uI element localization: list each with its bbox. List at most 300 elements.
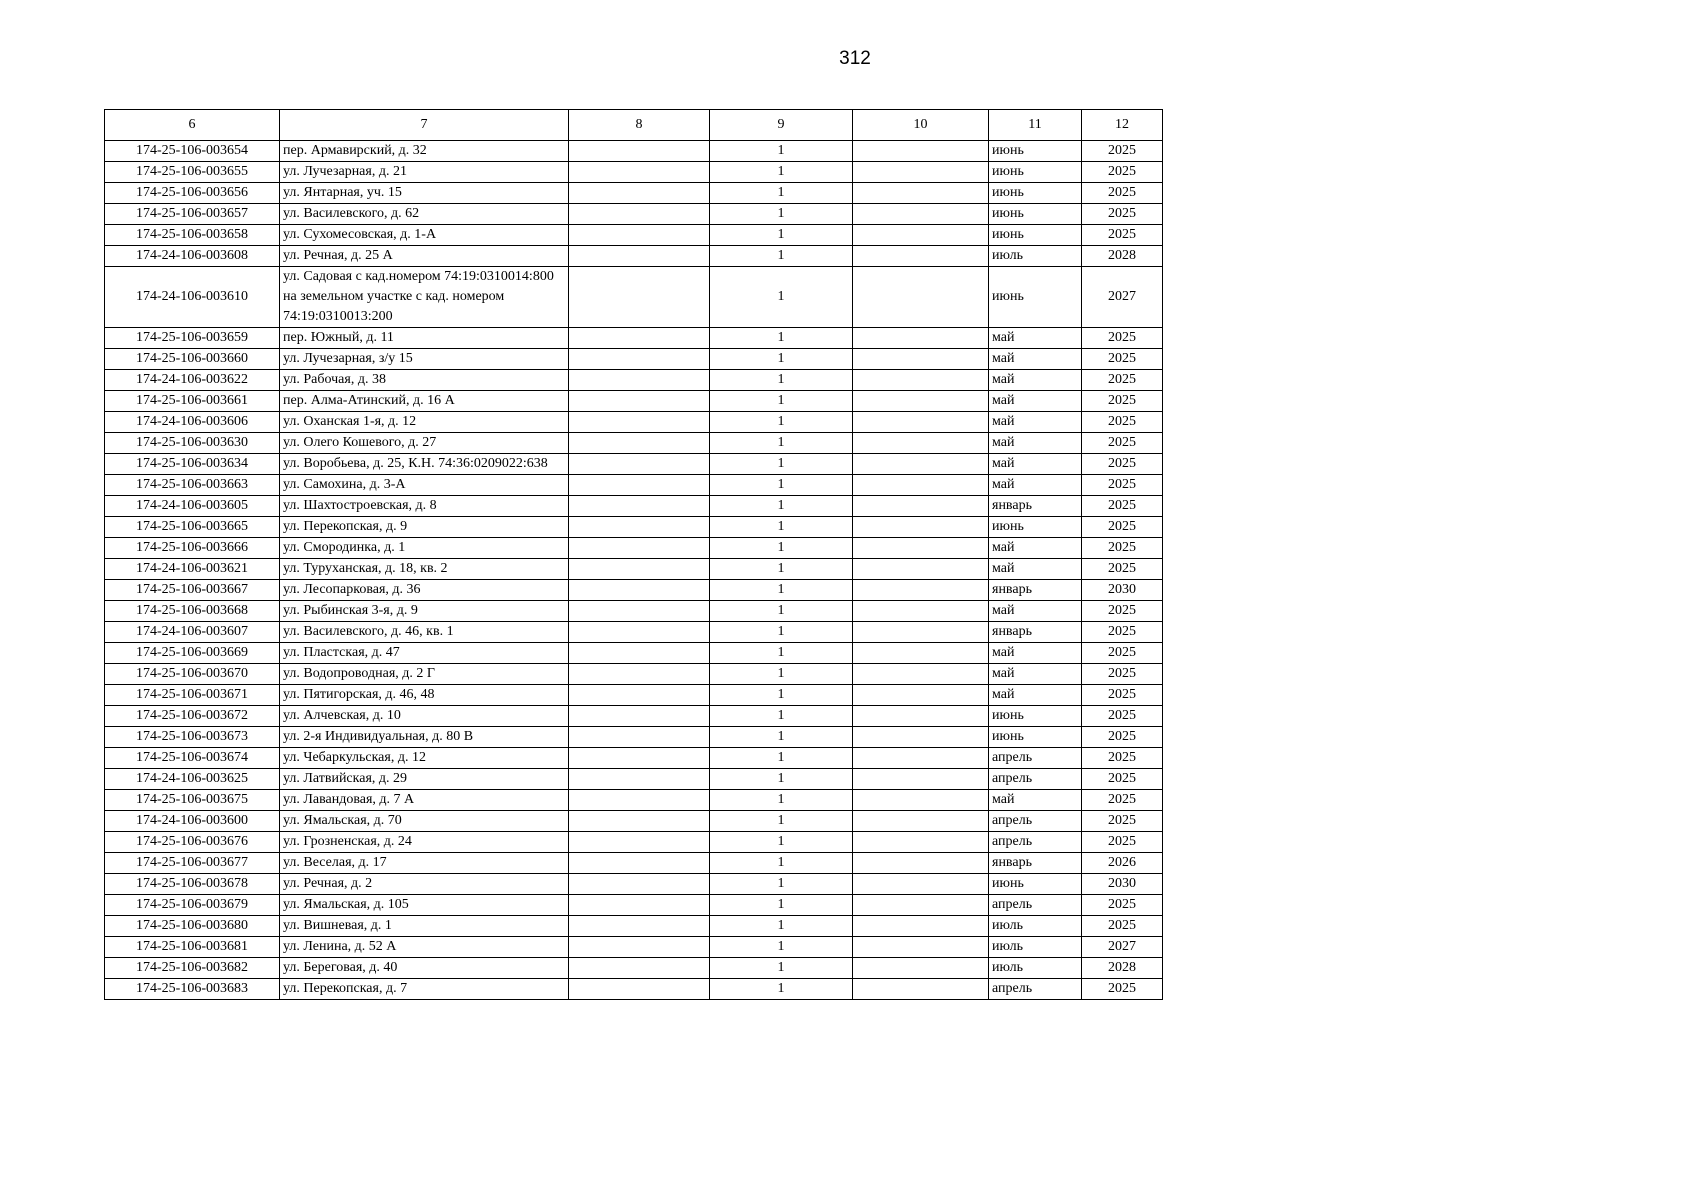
month-cell: июнь	[989, 183, 1082, 204]
column-10-cell	[853, 643, 989, 664]
record-number-cell: 174-25-106-003676	[105, 832, 280, 853]
record-number-cell: 174-24-106-003621	[105, 559, 280, 580]
column-10-cell	[853, 454, 989, 475]
year-cell: 2025	[1082, 601, 1163, 622]
record-number-cell: 174-25-106-003660	[105, 349, 280, 370]
table-row	[105, 225, 1163, 246]
column-8-cell	[569, 517, 710, 538]
address-cell: пер. Алма-Атинский, д. 16 А	[280, 391, 569, 412]
quantity-cell: 1	[710, 162, 853, 183]
month-cell: июль	[989, 916, 1082, 937]
table-row	[105, 370, 1163, 391]
column-8-cell	[569, 349, 710, 370]
year-cell: 2025	[1082, 183, 1163, 204]
table-row	[105, 853, 1163, 874]
table-row	[105, 412, 1163, 433]
record-number-cell: 174-25-106-003674	[105, 748, 280, 769]
address-cell: ул. Ямальская, д. 70	[280, 811, 569, 832]
table-row	[105, 475, 1163, 496]
address-cell: ул. Веселая, д. 17	[280, 853, 569, 874]
record-number-cell: 174-25-106-003655	[105, 162, 280, 183]
table-row	[105, 246, 1163, 267]
table-row	[105, 433, 1163, 454]
column-8-cell	[569, 412, 710, 433]
year-cell: 2025	[1082, 643, 1163, 664]
address-cell: ул. Шахтостроевская, д. 8	[280, 496, 569, 517]
table-row	[105, 622, 1163, 643]
record-number-cell: 174-25-106-003681	[105, 937, 280, 958]
month-cell: июнь	[989, 141, 1082, 162]
column-8-cell	[569, 162, 710, 183]
table-row	[105, 895, 1163, 916]
column-header: 9	[710, 110, 853, 141]
month-cell: июнь	[989, 204, 1082, 225]
quantity-cell: 1	[710, 916, 853, 937]
column-header: 12	[1082, 110, 1163, 141]
quantity-cell: 1	[710, 267, 853, 328]
column-8-cell	[569, 706, 710, 727]
month-cell: апрель	[989, 979, 1082, 1000]
month-cell: июль	[989, 958, 1082, 979]
column-10-cell	[853, 748, 989, 769]
address-cell: ул. 2-я Индивидуальная, д. 80 В	[280, 727, 569, 748]
address-cell: ул. Вишневая, д. 1	[280, 916, 569, 937]
column-header: 8	[569, 110, 710, 141]
address-cell: ул. Ямальская, д. 105	[280, 895, 569, 916]
year-cell: 2025	[1082, 433, 1163, 454]
record-number-cell: 174-25-106-003658	[105, 225, 280, 246]
column-8-cell	[569, 225, 710, 246]
record-number-cell: 174-24-106-003600	[105, 811, 280, 832]
month-cell: июль	[989, 246, 1082, 267]
quantity-cell: 1	[710, 685, 853, 706]
address-cell: ул. Туруханская, д. 18, кв. 2	[280, 559, 569, 580]
quantity-cell: 1	[710, 412, 853, 433]
table-row	[105, 328, 1163, 349]
address-cell: ул. Лучезарная, з/у 15	[280, 349, 569, 370]
table-body	[105, 141, 1163, 1000]
address-cell: ул. Береговая, д. 40	[280, 958, 569, 979]
column-10-cell	[853, 727, 989, 748]
quantity-cell: 1	[710, 979, 853, 1000]
column-10-cell	[853, 874, 989, 895]
year-cell: 2025	[1082, 328, 1163, 349]
address-cell: ул. Олего Кошевого, д. 27	[280, 433, 569, 454]
table-row	[105, 706, 1163, 727]
quantity-cell: 1	[710, 853, 853, 874]
table-row	[105, 748, 1163, 769]
table-row	[105, 916, 1163, 937]
column-10-cell	[853, 685, 989, 706]
address-cell: ул. Перекопская, д. 7	[280, 979, 569, 1000]
address-cell: ул. Водопроводная, д. 2 Г	[280, 664, 569, 685]
record-number-cell: 174-25-106-003672	[105, 706, 280, 727]
table-row	[105, 685, 1163, 706]
address-cell: ул. Алчевская, д. 10	[280, 706, 569, 727]
table-row	[105, 727, 1163, 748]
month-cell: январь	[989, 853, 1082, 874]
address-cell: пер. Южный, д. 11	[280, 328, 569, 349]
month-cell: июль	[989, 937, 1082, 958]
month-cell: июнь	[989, 267, 1082, 328]
table-row	[105, 162, 1163, 183]
quantity-cell: 1	[710, 790, 853, 811]
column-10-cell	[853, 391, 989, 412]
column-8-cell	[569, 790, 710, 811]
quantity-cell: 1	[710, 141, 853, 162]
column-8-cell	[569, 391, 710, 412]
column-10-cell	[853, 349, 989, 370]
year-cell: 2028	[1082, 246, 1163, 267]
year-cell: 2025	[1082, 706, 1163, 727]
column-header: 6	[105, 110, 280, 141]
address-cell: ул. Рабочая, д. 38	[280, 370, 569, 391]
column-10-cell	[853, 246, 989, 267]
address-cell: ул. Чебаркульская, д. 12	[280, 748, 569, 769]
column-8-cell	[569, 538, 710, 559]
table-row	[105, 267, 1163, 328]
table-row	[105, 790, 1163, 811]
table-row	[105, 538, 1163, 559]
year-cell: 2025	[1082, 349, 1163, 370]
record-number-cell: 174-25-106-003669	[105, 643, 280, 664]
quantity-cell: 1	[710, 958, 853, 979]
table-row	[105, 204, 1163, 225]
year-cell: 2025	[1082, 559, 1163, 580]
column-10-cell	[853, 664, 989, 685]
column-8-cell	[569, 328, 710, 349]
column-8-cell	[569, 748, 710, 769]
quantity-cell: 1	[710, 391, 853, 412]
column-10-cell	[853, 496, 989, 517]
column-10-cell	[853, 706, 989, 727]
column-8-cell	[569, 874, 710, 895]
month-cell: май	[989, 601, 1082, 622]
record-number-cell: 174-25-106-003670	[105, 664, 280, 685]
record-number-cell: 174-25-106-003634	[105, 454, 280, 475]
month-cell: июнь	[989, 874, 1082, 895]
table-row	[105, 937, 1163, 958]
column-10-cell	[853, 204, 989, 225]
column-10-cell	[853, 433, 989, 454]
table-row	[105, 601, 1163, 622]
column-8-cell	[569, 811, 710, 832]
year-cell: 2025	[1082, 538, 1163, 559]
column-header: 10	[853, 110, 989, 141]
record-number-cell: 174-25-106-003656	[105, 183, 280, 204]
month-cell: апрель	[989, 811, 1082, 832]
year-cell: 2025	[1082, 622, 1163, 643]
month-cell: январь	[989, 580, 1082, 601]
month-cell: июнь	[989, 517, 1082, 538]
table-row	[105, 832, 1163, 853]
column-10-cell	[853, 832, 989, 853]
column-10-cell	[853, 958, 989, 979]
address-cell: ул. Самохина, д. 3-А	[280, 475, 569, 496]
month-cell: апрель	[989, 769, 1082, 790]
table-row	[105, 580, 1163, 601]
year-cell: 2025	[1082, 790, 1163, 811]
month-cell: май	[989, 328, 1082, 349]
column-8-cell	[569, 370, 710, 391]
column-header: 11	[989, 110, 1082, 141]
year-cell: 2025	[1082, 769, 1163, 790]
column-8-cell	[569, 979, 710, 1000]
record-number-cell: 174-25-106-003678	[105, 874, 280, 895]
table-row	[105, 141, 1163, 162]
month-cell: апрель	[989, 895, 1082, 916]
column-10-cell	[853, 517, 989, 538]
address-cell: ул. Василевского, д. 46, кв. 1	[280, 622, 569, 643]
quantity-cell: 1	[710, 246, 853, 267]
table-row	[105, 559, 1163, 580]
year-cell: 2025	[1082, 162, 1163, 183]
address-cell: ул. Василевского, д. 62	[280, 204, 569, 225]
table-row	[105, 811, 1163, 832]
column-8-cell	[569, 853, 710, 874]
record-number-cell: 174-25-106-003673	[105, 727, 280, 748]
record-number-cell: 174-25-106-003682	[105, 958, 280, 979]
table-row	[105, 874, 1163, 895]
address-cell: ул. Садовая с кад.номером 74:19:0310014:800 на земельном участке с кад. номером 74:19:0310013:200	[280, 267, 569, 328]
year-cell: 2028	[1082, 958, 1163, 979]
quantity-cell: 1	[710, 475, 853, 496]
table-row	[105, 349, 1163, 370]
year-cell: 2030	[1082, 580, 1163, 601]
column-10-cell	[853, 601, 989, 622]
record-number-cell: 174-25-106-003679	[105, 895, 280, 916]
record-number-cell: 174-25-106-003671	[105, 685, 280, 706]
quantity-cell: 1	[710, 370, 853, 391]
column-8-cell	[569, 496, 710, 517]
column-10-cell	[853, 475, 989, 496]
column-8-cell	[569, 475, 710, 496]
month-cell: май	[989, 391, 1082, 412]
month-cell: май	[989, 538, 1082, 559]
page-number: 312	[839, 48, 871, 69]
column-8-cell	[569, 454, 710, 475]
quantity-cell: 1	[710, 643, 853, 664]
address-cell: ул. Пятигорская, д. 46, 48	[280, 685, 569, 706]
quantity-cell: 1	[710, 874, 853, 895]
year-cell: 2027	[1082, 267, 1163, 328]
year-cell: 2025	[1082, 225, 1163, 246]
year-cell: 2025	[1082, 748, 1163, 769]
year-cell: 2025	[1082, 727, 1163, 748]
column-8-cell	[569, 832, 710, 853]
year-cell: 2025	[1082, 141, 1163, 162]
column-8-cell	[569, 204, 710, 225]
column-10-cell	[853, 916, 989, 937]
column-10-cell	[853, 979, 989, 1000]
address-cell: ул. Рыбинская 3-я, д. 9	[280, 601, 569, 622]
year-cell: 2025	[1082, 811, 1163, 832]
year-cell: 2025	[1082, 916, 1163, 937]
quantity-cell: 1	[710, 748, 853, 769]
address-cell: ул. Оханская 1-я, д. 12	[280, 412, 569, 433]
registry-table	[104, 109, 1163, 1000]
column-8-cell	[569, 601, 710, 622]
table-row	[105, 958, 1163, 979]
table-row	[105, 979, 1163, 1000]
quantity-cell: 1	[710, 601, 853, 622]
column-10-cell	[853, 162, 989, 183]
table-row	[105, 643, 1163, 664]
quantity-cell: 1	[710, 580, 853, 601]
record-number-cell: 174-25-106-003675	[105, 790, 280, 811]
column-10-cell	[853, 790, 989, 811]
year-cell: 2025	[1082, 979, 1163, 1000]
column-8-cell	[569, 937, 710, 958]
quantity-cell: 1	[710, 895, 853, 916]
record-number-cell: 174-24-106-003625	[105, 769, 280, 790]
record-number-cell: 174-24-106-003605	[105, 496, 280, 517]
year-cell: 2025	[1082, 370, 1163, 391]
column-8-cell	[569, 643, 710, 664]
month-cell: май	[989, 412, 1082, 433]
column-8-cell	[569, 916, 710, 937]
month-cell: май	[989, 349, 1082, 370]
month-cell: январь	[989, 496, 1082, 517]
column-10-cell	[853, 225, 989, 246]
year-cell: 2025	[1082, 412, 1163, 433]
column-8-cell	[569, 267, 710, 328]
month-cell: июнь	[989, 225, 1082, 246]
record-number-cell: 174-25-106-003659	[105, 328, 280, 349]
column-10-cell	[853, 937, 989, 958]
month-cell: июнь	[989, 727, 1082, 748]
record-number-cell: 174-24-106-003608	[105, 246, 280, 267]
column-8-cell	[569, 769, 710, 790]
address-cell: пер. Армавирский, д. 32	[280, 141, 569, 162]
quantity-cell: 1	[710, 183, 853, 204]
month-cell: май	[989, 454, 1082, 475]
column-header: 7	[280, 110, 569, 141]
table-row	[105, 517, 1163, 538]
address-cell: ул. Грозненская, д. 24	[280, 832, 569, 853]
address-cell: ул. Латвийская, д. 29	[280, 769, 569, 790]
month-cell: май	[989, 370, 1082, 391]
record-number-cell: 174-25-106-003668	[105, 601, 280, 622]
year-cell: 2025	[1082, 204, 1163, 225]
record-number-cell: 174-25-106-003667	[105, 580, 280, 601]
address-cell: ул. Лавандовая, д. 7 А	[280, 790, 569, 811]
year-cell: 2030	[1082, 874, 1163, 895]
record-number-cell: 174-25-106-003680	[105, 916, 280, 937]
column-8-cell	[569, 433, 710, 454]
column-10-cell	[853, 559, 989, 580]
year-cell: 2026	[1082, 853, 1163, 874]
column-8-cell	[569, 685, 710, 706]
address-cell: ул. Перекопская, д. 9	[280, 517, 569, 538]
column-10-cell	[853, 370, 989, 391]
record-number-cell: 174-25-106-003683	[105, 979, 280, 1000]
month-cell: май	[989, 643, 1082, 664]
column-10-cell	[853, 267, 989, 328]
address-cell: ул. Смородинка, д. 1	[280, 538, 569, 559]
month-cell: январь	[989, 622, 1082, 643]
quantity-cell: 1	[710, 433, 853, 454]
year-cell: 2025	[1082, 454, 1163, 475]
month-cell: июнь	[989, 706, 1082, 727]
address-cell: ул. Речная, д. 2	[280, 874, 569, 895]
year-cell: 2025	[1082, 391, 1163, 412]
table-row	[105, 769, 1163, 790]
quantity-cell: 1	[710, 496, 853, 517]
quantity-cell: 1	[710, 225, 853, 246]
column-8-cell	[569, 727, 710, 748]
year-cell: 2025	[1082, 685, 1163, 706]
record-number-cell: 174-24-106-003610	[105, 267, 280, 328]
column-8-cell	[569, 664, 710, 685]
address-cell: ул. Лучезарная, д. 21	[280, 162, 569, 183]
record-number-cell: 174-25-106-003630	[105, 433, 280, 454]
column-8-cell	[569, 183, 710, 204]
address-cell: ул. Воробьева, д. 25, К.Н. 74:36:0209022:638	[280, 454, 569, 475]
year-cell: 2025	[1082, 664, 1163, 685]
month-cell: май	[989, 664, 1082, 685]
table-row	[105, 664, 1163, 685]
record-number-cell: 174-24-106-003607	[105, 622, 280, 643]
record-number-cell: 174-25-106-003654	[105, 141, 280, 162]
column-8-cell	[569, 141, 710, 162]
year-cell: 2025	[1082, 517, 1163, 538]
column-10-cell	[853, 412, 989, 433]
month-cell: май	[989, 790, 1082, 811]
quantity-cell: 1	[710, 769, 853, 790]
address-cell: ул. Лесопарковая, д. 36	[280, 580, 569, 601]
column-10-cell	[853, 580, 989, 601]
quantity-cell: 1	[710, 538, 853, 559]
column-10-cell	[853, 895, 989, 916]
record-number-cell: 174-24-106-003606	[105, 412, 280, 433]
record-number-cell: 174-25-106-003677	[105, 853, 280, 874]
month-cell: апрель	[989, 748, 1082, 769]
table-row	[105, 391, 1163, 412]
column-8-cell	[569, 246, 710, 267]
quantity-cell: 1	[710, 517, 853, 538]
quantity-cell: 1	[710, 706, 853, 727]
year-cell: 2025	[1082, 496, 1163, 517]
column-10-cell	[853, 622, 989, 643]
quantity-cell: 1	[710, 622, 853, 643]
record-number-cell: 174-25-106-003661	[105, 391, 280, 412]
record-number-cell: 174-25-106-003663	[105, 475, 280, 496]
table-row	[105, 454, 1163, 475]
table-row	[105, 496, 1163, 517]
column-10-cell	[853, 183, 989, 204]
month-cell: апрель	[989, 832, 1082, 853]
table-header-row	[105, 110, 1163, 141]
table-row	[105, 183, 1163, 204]
address-cell: ул. Ленина, д. 52 А	[280, 937, 569, 958]
quantity-cell: 1	[710, 664, 853, 685]
column-8-cell	[569, 559, 710, 580]
year-cell: 2027	[1082, 937, 1163, 958]
month-cell: май	[989, 685, 1082, 706]
column-8-cell	[569, 580, 710, 601]
record-number-cell: 174-25-106-003665	[105, 517, 280, 538]
quantity-cell: 1	[710, 559, 853, 580]
column-8-cell	[569, 958, 710, 979]
quantity-cell: 1	[710, 937, 853, 958]
year-cell: 2025	[1082, 832, 1163, 853]
address-cell: ул. Речная, д. 25 А	[280, 246, 569, 267]
column-8-cell	[569, 895, 710, 916]
column-10-cell	[853, 328, 989, 349]
quantity-cell: 1	[710, 832, 853, 853]
year-cell: 2025	[1082, 895, 1163, 916]
